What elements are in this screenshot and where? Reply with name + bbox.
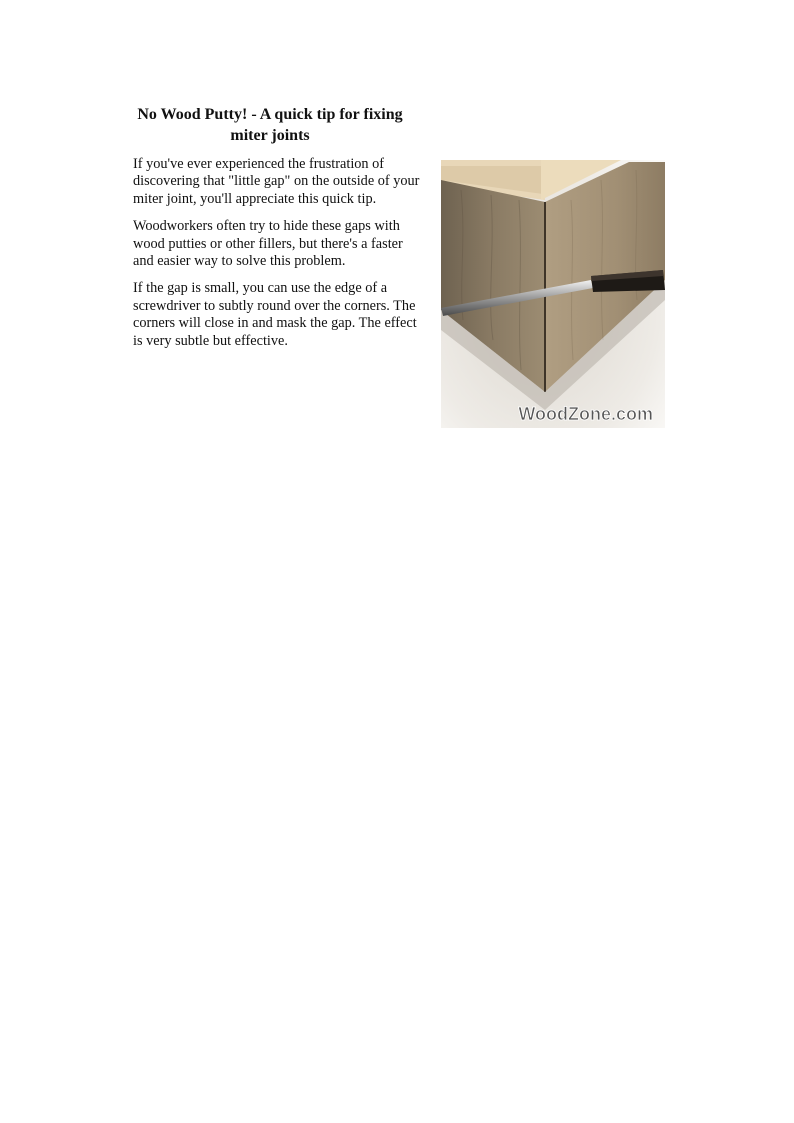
watermark: WoodZone.com — [518, 404, 653, 424]
article-body — [133, 156, 425, 360]
article-title: No Wood Putty! - A quick tip for fixing miter joints — [137, 106, 403, 144]
paragraph-2: Woodworkers often try to hide these gaps with wood putties or other fillers, but there's a faster and easier way to solve this problem. — [133, 218, 403, 270]
paragraph-3: If the gap is small, you can use the edge of a screwdriver to subtly round over the corners. The corners will close in and mask the gap. The effect is very subtle but effective. — [133, 280, 417, 349]
miter-joint-photo — [441, 160, 665, 428]
paragraph-1: If you've ever experienced the frustration of discovering that "little gap" on the outside of your miter joint, you'll appreciate this quick tip. — [133, 156, 420, 207]
